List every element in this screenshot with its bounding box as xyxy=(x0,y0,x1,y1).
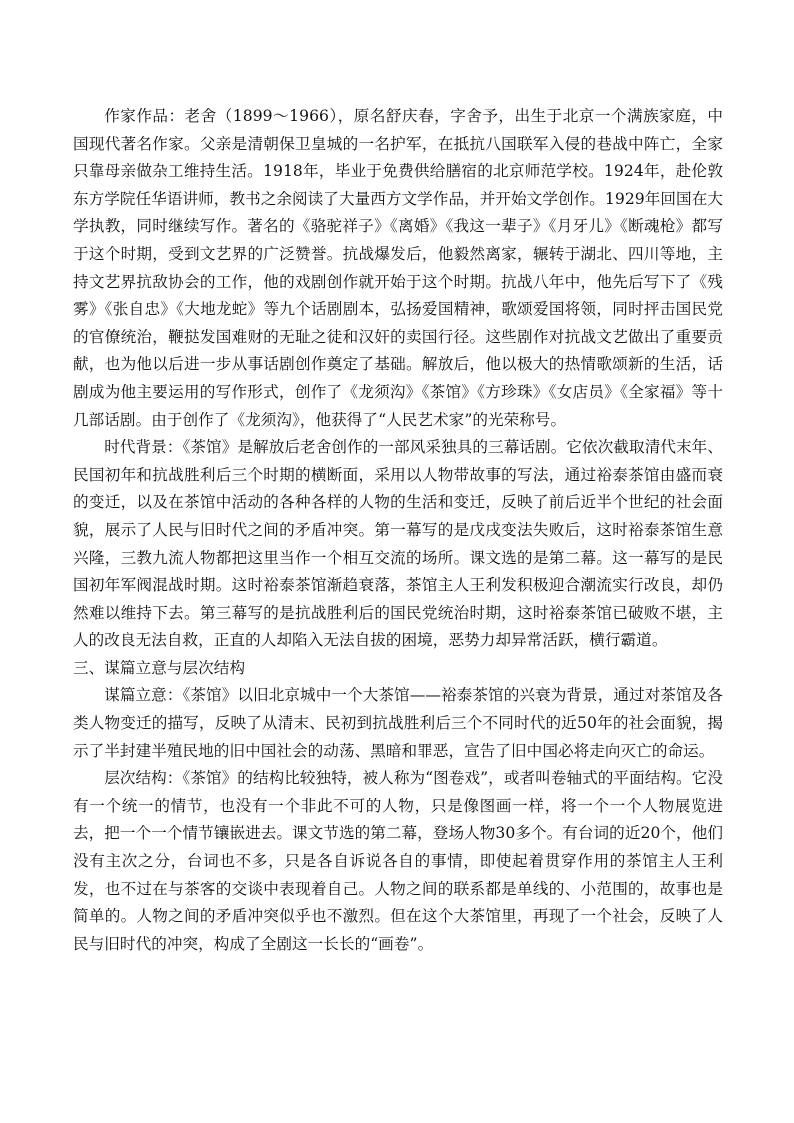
paragraph-structure: 层次结构：《茶馆》的结构比较独特，被人称为“图卷戏”，或者叫卷轴式的平面结构。它没有一个统一的情节，也没有一个非此不可的人物，只是像图画一样，将一个一个人物展览进去，把一个一个情节镶嵌进去。课文节选的第二幕，登场人物30多个。有台词的近20个，他们没有主次之分，台词也不多，只是各自诉说各自的事情，即使起着贯穿作用的茶馆主人王利发，也不过在与茶客的交谈中表现着自己。人物之间的联系都是单线的、小范围的，故事也是简单的。人物之间的矛盾冲突似乎也不激烈。但在这个大茶馆里，再现了一个社会，反映了人民与旧时代的冲突，构成了全剧这一长长的“画卷”。 xyxy=(73,769,723,953)
paragraph-theme: 谋篇立意：《茶馆》以旧北京城中一个大茶馆——裕泰茶馆的兴衰为背景，通过对茶馆及各类人物变迁的描写，反映了从清末、民初到抗战胜利后三个不同时代的近50年的社会面貌，揭示了半封建半殖民地的旧中国社会的动荡、黑暗和罪恶，宣告了旧中国必将走向灭亡的命运。 xyxy=(73,686,723,760)
document-body xyxy=(73,103,723,958)
paragraph-author-works: 作家作品：老舍（1899～1966），原名舒庆春，字舍予，出生于北京一个满族家庭，中国现代著名作家。父亲是清朝保卫皇城的一名护军，在抵抗八国联军入侵的巷战中阵亡，全家只靠母亲做杂工维持生活。1918年，毕业于免费供给膳宿的北京师范学校。1924年，赴伦敦东方学院任华语讲师，教书之余阅读了大量西方文学作品，并开始文学创作。1929年回国在大学执教，同时继续写作。著名的《骆驼祥子》《离婚》《我这一辈子》《月牙儿》《断魂枪》都写于这个时期，受到文艺界的广泛赞誉。抗战爆发后，他毅然离家，辗转于湖北、四川等地，主持文艺界抗敌协会的工作，他的戏剧创作就开始于这个时期。抗战八年中，他先后写下了《残雾》《张自忠》《大地龙蛇》等九个话剧剧本，弘扬爱国精神，歌颂爱国将领，同时抨击国民党的官僚统治，鞭挞发国难财的无耻之徒和汉奸的卖国行径。这些剧作对抗战文艺做出了重要贡献，也为他以后进一步从事话剧创作奠定了基础。解放后，他以极大的热情歌颂新的生活，话剧成为他主要运用的写作形式，创作了《龙须沟》《茶馆》《方珍珠》《女店员》《全家福》等十几部话剧。由于创作了《龙须沟》，他获得了“人民艺术家”的光荣称号。 xyxy=(73,107,723,429)
paragraph-historical-background: 时代背景：《茶馆》是解放后老舍创作的一部风采独具的三幕话剧。它依次截取清代末年、民国初年和抗战胜利后三个时期的横断面，采用以人物带故事的写法，通过裕泰茶馆由盛而衰的变迁，以及在茶馆中活动的各种各样的人物的生活和变迁，反映了前后近半个世纪的社会面貌，展示了人民与旧时代之间的矛盾冲突。第一幕写的是戊戌变法失败后，这时裕泰茶馆生意兴隆，三教九流人物都把这里当作一个相互交流的场所。课文选的是第二幕。这一幕写的是民国初年军阀混战时期。这时裕泰茶馆渐趋衰落，茶馆主人王利发积极迎合潮流实行改良，却仍然难以维持下去。第三幕写的是抗战胜利后的国民党统治时期，这时裕泰茶馆已破败不堪，主人的改良无法自救，正直的人却陷入无法自拔的困境，恶势力却异常活跃，横行霸道。 xyxy=(73,438,723,650)
section-heading: 三、谋篇立意与层次结构 xyxy=(73,658,246,677)
